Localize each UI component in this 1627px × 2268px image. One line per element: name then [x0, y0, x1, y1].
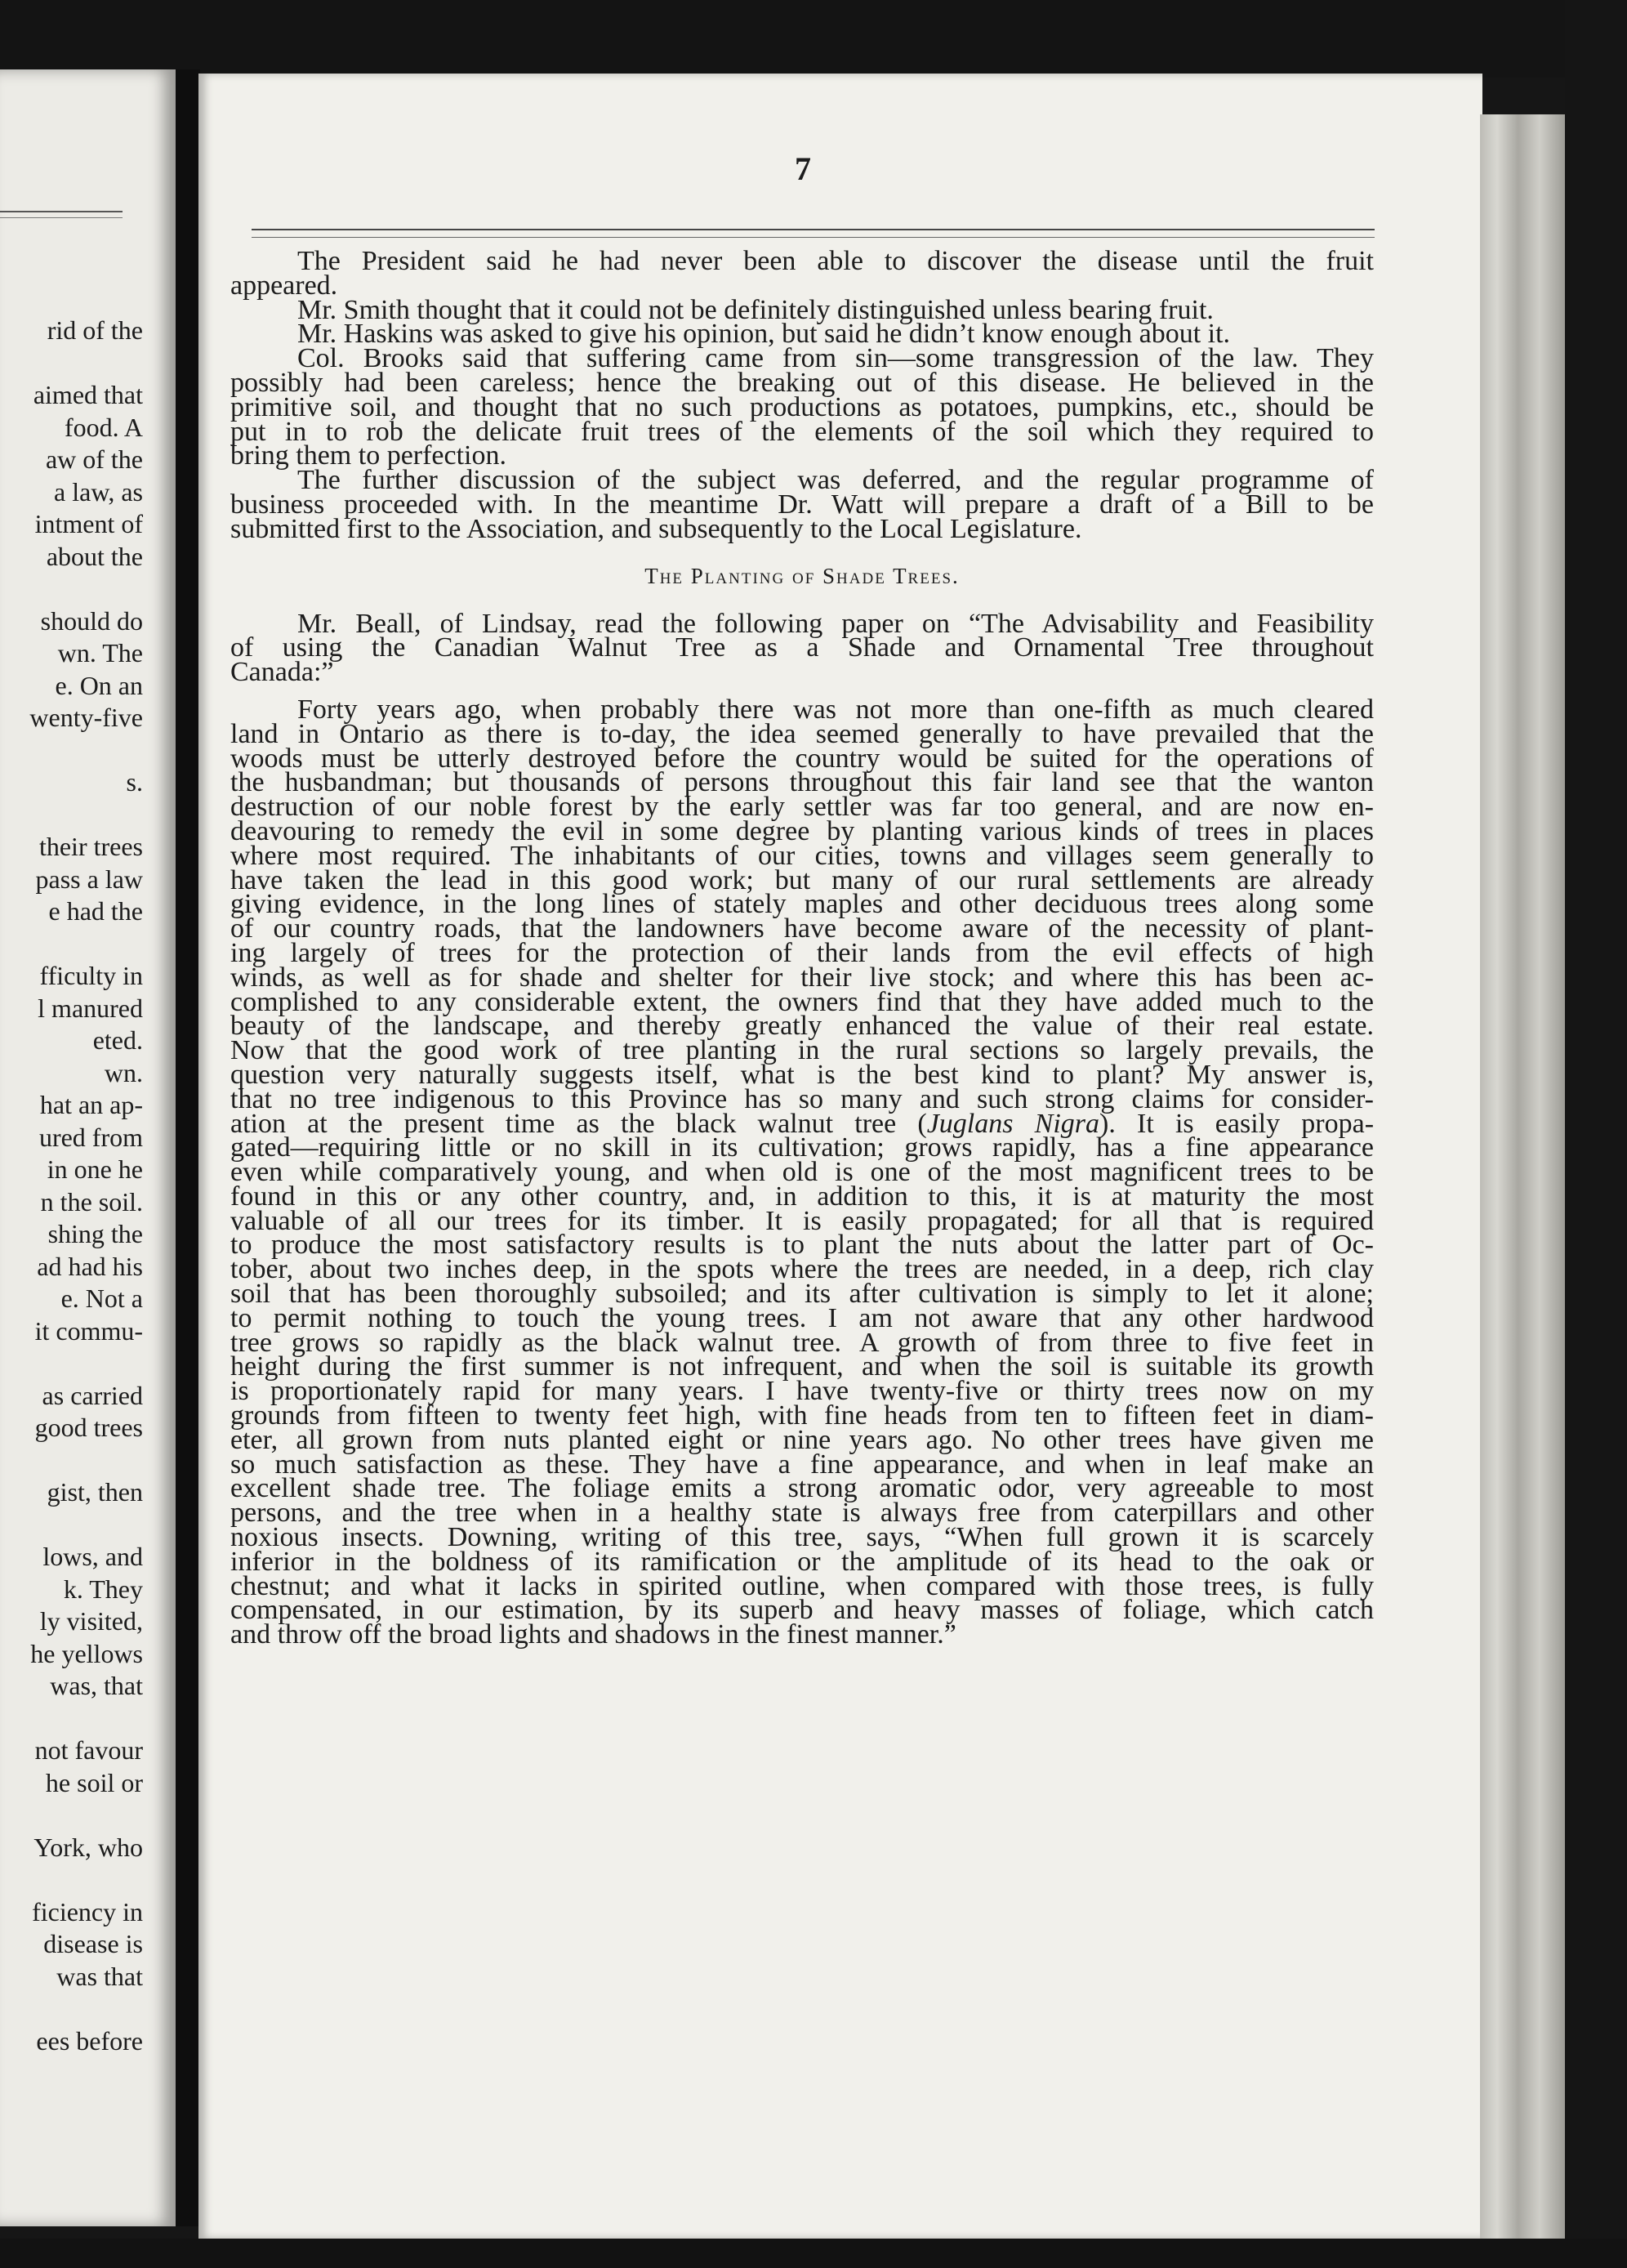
left-page-line: it commu-	[34, 1315, 143, 1346]
text-line: The further discussion of the subject was deferred, and the regular programme of	[297, 465, 1374, 496]
left-page-line	[0, 734, 143, 767]
left-page-line	[0, 799, 143, 832]
left-page-line: food. A	[65, 412, 143, 442]
text-line: found in this or any other country, and, in addition to this, it is at maturity the most	[230, 1181, 1374, 1212]
text-line: deavouring to remedy the evil in some degree by planting various kinds of trees in places	[230, 815, 1374, 846]
left-page-line: s.	[126, 767, 143, 797]
text-line: and throw off the broad lights and shadows in the finest manner.”	[230, 1619, 956, 1650]
left-page-line	[0, 1799, 143, 1832]
section-heading: The Planting of Shade Trees.	[644, 563, 960, 588]
left-page-line	[0, 1703, 143, 1735]
text-span: ation at the present time as the black walnut tree (	[230, 1108, 927, 1139]
left-page-line	[0, 1347, 143, 1380]
left-page-line: a law, as	[54, 476, 143, 507]
text-line: chestnut; and what it lacks in spirited outline, when compared with those trees, is fully	[230, 1570, 1374, 1601]
text-line: persons, and the tree when in a healthy state is always free from caterpillars and other	[230, 1498, 1374, 1529]
left-page-line: gist, then	[47, 1477, 143, 1507]
text-line: put in to rob the delicate fruit trees of the elements of the soil which they required to	[230, 416, 1374, 447]
left-page-line	[0, 1864, 143, 1896]
left-page-line: was that	[56, 1961, 143, 1991]
text-line: noxious insects. Downing, writing of this tree, says, “When full grown it is scarcely	[230, 1522, 1374, 1553]
left-page-line: aw of the	[45, 444, 143, 474]
paragraph-discussion-deferred	[230, 465, 1374, 544]
left-page-line: lows, and	[42, 1542, 143, 1571]
text-line: so much satisfaction as these. They have a fine appearance, and when in leaf make an	[230, 1449, 1374, 1480]
left-page-line: about the	[46, 541, 143, 571]
left-page-line: k. They	[63, 1574, 143, 1604]
text-line: winds, as well as for shade and shelter for their live stock; and where this has been ac-	[230, 962, 1374, 993]
text-line: gated—requiring little or no skill in its cultivation; grows rapidly, has a fine appearance	[230, 1132, 1374, 1163]
left-page-line: pass a law	[35, 864, 143, 894]
page-stack-edge	[1480, 114, 1565, 2239]
essay-lines-part-a	[230, 694, 1374, 1114]
left-page-line: wn. The	[57, 638, 143, 667]
left-page-line: was, that	[50, 1671, 143, 1700]
left-page-line: York, who	[33, 1832, 143, 1862]
text-line: woods must be utterly destroyed before the country would be suited for the operations of	[230, 743, 1374, 774]
left-page-line: their trees	[38, 832, 143, 861]
left-page-line: fficulty in	[39, 961, 143, 990]
text-line: height during the first summer is not infrequent, and when the soil is suitable its growth	[230, 1351, 1374, 1382]
text-line: primitive soil, and thought that no such productions as potatoes, pumpkins, etc., should be	[230, 391, 1374, 422]
text-line: bring them to perfection.	[230, 440, 507, 471]
text-line: Now that the good work of tree planting in the rural sections so largely prevails, the	[230, 1035, 1374, 1066]
text-line: destruction of our noble forest by the early settler was far too general, and are now en-	[230, 792, 1374, 823]
text-line: submitted first to the Association, and subsequently to the Local Legislature.	[230, 513, 1082, 544]
left-page-line: wenty-five	[29, 703, 143, 732]
left-page-line: hat an ap-	[39, 1090, 143, 1119]
paragraph-essay	[230, 694, 1375, 1650]
text-line: have taken the lead in this good work; but many of our rural settlements are already	[230, 864, 1374, 895]
text-span: ). It is easily propa-	[1099, 1108, 1375, 1139]
page-body-text	[230, 246, 1375, 1650]
text-line: compensated, in our estimation, by its superb and heavy masses of foliage, which catch	[230, 1595, 1374, 1626]
left-page-line: ficiency in	[32, 1896, 143, 1926]
text-line: the husbandman; but thousands of persons throughout this fair land see that the wanton	[230, 767, 1374, 798]
text-line: beauty of the landscape, and thereby greatly enhanced the value of their real estate.	[230, 1011, 1374, 1042]
left-page-line: shing the	[47, 1219, 143, 1248]
text-line: to produce the most satisfactory results is to plant the nuts about the latter part of Oc-	[230, 1230, 1374, 1261]
scan-border-top	[0, 0, 1627, 78]
left-page-line: e. On an	[55, 670, 143, 700]
left-page-line	[0, 573, 143, 605]
text-line: to permit nothing to touch the young trees. I am not aware that any other hardwood	[230, 1302, 1374, 1333]
left-page-line: ees before	[36, 2025, 143, 2056]
left-page-line: in one he	[47, 1154, 143, 1184]
left-page-line: should do	[40, 605, 143, 636]
left-page-line: not favour	[34, 1735, 143, 1765]
text-line: appeared.	[230, 270, 338, 301]
text-line: excellent shade tree. The foliage emits a strong aromatic odor, very agreeable to most	[230, 1473, 1374, 1504]
scan-border-bottom	[0, 2239, 1627, 2268]
latin-name: Juglans Nigra	[926, 1108, 1100, 1139]
left-page-line: as carried	[42, 1380, 143, 1410]
text-line: question very naturally suggests itself, what is the best kind to plant? My answer is,	[230, 1059, 1374, 1090]
text-line: Mr. Smith thought that it could not be definitely distinguished unless bearing fruit.	[297, 294, 1214, 325]
text-line: inferior in the boldness of its ramification or the amplitude of its head to the oak or	[230, 1546, 1374, 1577]
text-line: where most required. The inhabitants of our cities, towns and villages seem generally to	[230, 840, 1374, 871]
left-page-line: ly visited,	[39, 1606, 143, 1636]
left-page-line: l manured	[38, 993, 143, 1023]
scan-border-right	[1565, 0, 1627, 2268]
book-gutter	[176, 69, 200, 2226]
paragraph-brooks	[230, 343, 1374, 471]
text-line: even while comparatively young, and when old is one of the most magnificent trees to be	[230, 1157, 1374, 1188]
text-line: tree grows so rapidly as the black walnut tree. A growth of from three to five feet in	[230, 1327, 1374, 1358]
text-line: Mr. Beall, of Lindsay, read the following paper on “The Advisability and Feasibility	[297, 608, 1374, 639]
left-page-line: e had the	[48, 896, 143, 926]
text-line: possibly had been careless; hence the breaking out of this disease. He believed in the	[230, 367, 1374, 398]
left-page-line: disease is	[43, 1929, 143, 1958]
text-line: valuable of all our trees for its timber. It is easily propagated; for all that is required	[230, 1205, 1374, 1236]
left-page-line: he soil or	[45, 1767, 143, 1797]
text-line: of using the Canadian Walnut Tree as a Shade and Ornamental Tree throughout	[230, 632, 1374, 663]
left-page-text-column	[0, 315, 143, 2057]
text-line: The President said he had never been able to discover the disease until the fruit	[297, 246, 1374, 276]
text-line: tober, about two inches deep, in the spots where the trees are needed, in a deep, rich clay	[230, 1254, 1374, 1285]
text-line: soil that has been thoroughly subsoiled; and its after cultivation is simply to let it alone;	[230, 1279, 1374, 1310]
left-page-line: n the soil.	[40, 1186, 143, 1217]
text-line: Canada:”	[230, 657, 334, 688]
text-line: ing largely of trees for the protection of their lands from the evil effects of high	[230, 937, 1374, 968]
text-line: is proportionately rapid for many years. I have twenty-five or thirty trees now on my	[230, 1376, 1374, 1407]
text-line: complished to any considerable extent, the owners find that they have added much to the	[230, 986, 1374, 1017]
left-page-line: e. Not a	[60, 1284, 143, 1313]
text-line: Mr. Haskins was asked to give his opinion, but said he didn’t know enough about it.	[297, 319, 1231, 350]
left-page-line	[0, 1509, 143, 1542]
facing-page-left	[0, 69, 176, 2226]
left-page-line: intment of	[34, 509, 143, 538]
left-page-line: he yellows	[30, 1638, 143, 1668]
left-page-line: rid of the	[47, 315, 143, 345]
text-line: eter, all grown from nuts planted eight or nine years ago. No other trees have given me	[230, 1424, 1374, 1455]
page-header-rule	[252, 229, 1375, 238]
left-page-line: wn.	[104, 1057, 143, 1087]
text-line: Forty years ago, when probably there was not more than one-fifth as much cleared	[297, 694, 1374, 725]
essay-lines-part-b	[230, 1132, 1374, 1650]
text-line: giving evidence, in the long lines of stately maples and other deciduous trees along some	[230, 889, 1374, 920]
page-number: 7	[795, 150, 811, 187]
text-line: land in Ontario as there is to-day, the idea seemed generally to have prevailed that the	[230, 718, 1374, 749]
left-page-line	[0, 928, 143, 961]
left-page-line	[0, 347, 143, 380]
left-page-header-rule	[0, 211, 123, 218]
left-page-line: ad had his	[37, 1251, 143, 1281]
left-page-line	[0, 1993, 143, 2025]
left-page-line: good trees	[34, 1413, 143, 1442]
text-line: of our country roads, that the landowners have become aware of the necessity of plant-	[230, 913, 1374, 944]
text-line: Col. Brooks said that suffering came from sin—some transgression of the law. They	[297, 343, 1374, 374]
text-line: that no tree indigenous to this Province has so many and such strong claims for consider-	[230, 1083, 1374, 1114]
left-page-line: aimed that	[33, 380, 143, 409]
text-line: grounds from fifteen to twenty feet high, with fine heads from ten to fifteen feet in diam-	[230, 1400, 1374, 1431]
text-line: business proceeded with. In the meantime Dr. Watt will prepare a draft of a Bill to be	[230, 489, 1374, 520]
left-page-line: ured from	[38, 1122, 143, 1152]
left-page-line	[0, 1444, 143, 1477]
paragraph-intro	[230, 608, 1374, 688]
left-page-line: eted.	[92, 1025, 143, 1055]
paragraph-president	[230, 246, 1374, 301]
